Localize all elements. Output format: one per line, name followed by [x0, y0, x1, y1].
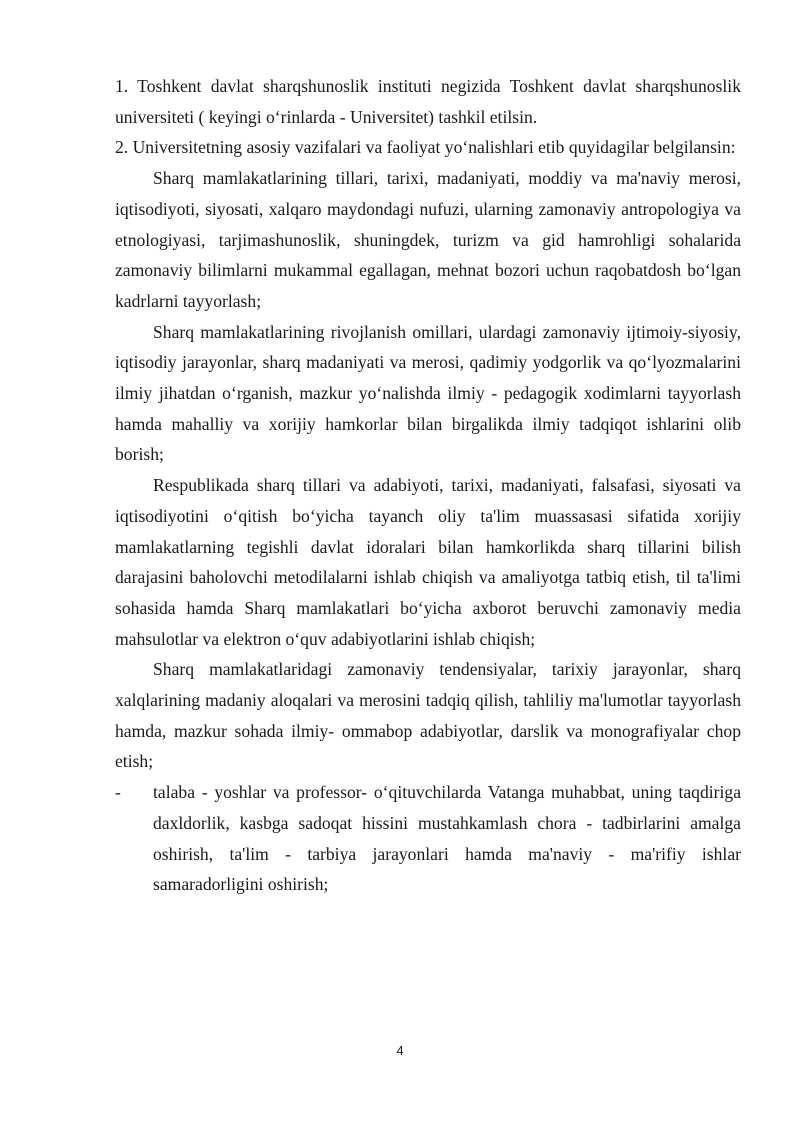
- page-number: 4: [396, 1043, 404, 1058]
- list-item: [115, 777, 741, 900]
- paragraph-3: Sharq mamlakatlarining tillari, tarixi, madaniyati, moddiy va ma'naviy merosi, iqtisodiyoti, siyosati, xalqaro maydondagi nufuzi, ularning zamonaviy antropologiya va etnologiyasi, tarjimashunoslik, shuningdek, turizm va gid hamrohligi sohalarida zamonaviy bilimlarni mukammal egallagan, mehnat bozori uchun raqobatdosh bo‘lgan kadrlarni tayyorlash;: [115, 168, 741, 311]
- paragraph-6: Sharq mamlakatlaridagi zamonaviy tendensiyalar, tarixiy jarayonlar, sharq xalqlarining madaniy aloqalari va merosini tadqiq qilish, tahliliy ma'lumotlar tayyorlash hamda, mazkur sohada ilmiy- ommabop adabiyotlar, darslik va monografiyalar chop etish;: [115, 659, 741, 772]
- paragraph-5: Respublikada sharq tillari va adabiyoti, tarixi, madaniyati, falsafasi, siyosati va iqtisodiyotini o‘qitish bo‘yicha tayanch oliy ta'lim muassasasi sifatida xorijiy mamlakatlarning tegishli davlat idoralari bilan hamkorlikda sharq tillarini bilish darajasini baholovchi metodilalarni ishlab chiqish va amaliyotga tatbiq etish, til ta'limi sohasida hamda Sharq mamlakatlari bo‘yicha axborot beruvchi zamonaviy media mahsulotlar va elektron o‘quv adabiyotlarini ishlab chiqish;: [115, 475, 741, 649]
- list-item-text: talaba - yoshlar va professor- o‘qituvchilarda Vatanga muhabbat, uning taqdiriga daxldorlik, kasbga sadoqat hissini mustahkamlash chora - tadbirlarini amalga oshirish, ta'lim - tarbiya jarayonlari hamda ma'naviy - ma'rifiy ishlar samaradorligini oshirish;: [153, 782, 741, 895]
- paragraph-2: 2. Universitetning asosiy vazifalari va faoliyat yo‘nalishlari etib quyidagilar belgilansin:: [115, 137, 736, 158]
- paragraph-4: Sharq mamlakatlarining rivojlanish omillari, ulardagi zamonaviy ijtimoiy-siyosiy, iqtisodiy jarayonlar, sharq madaniyati va merosi, qadimiy yodgorlik va qo‘lyozmalarini ilmiy jihatdan o‘rganish, mazkur yo‘nalishda ilmiy - pedagogik xodimlarni tayyorlash hamda mahalliy va xorijiy hamkorlar bilan birgalikda ilmiy tadqiqot ishlarini olib borish;: [115, 321, 741, 465]
- list-marker: -: [115, 782, 121, 803]
- document-body: [115, 71, 741, 900]
- paragraph-1: 1. Toshkent davlat sharqshunoslik instituti negizida Toshkent davlat sharqshunoslik universiteti ( keyingi o‘rinlarda - Universitet) tashkil etilsin.: [115, 76, 741, 127]
